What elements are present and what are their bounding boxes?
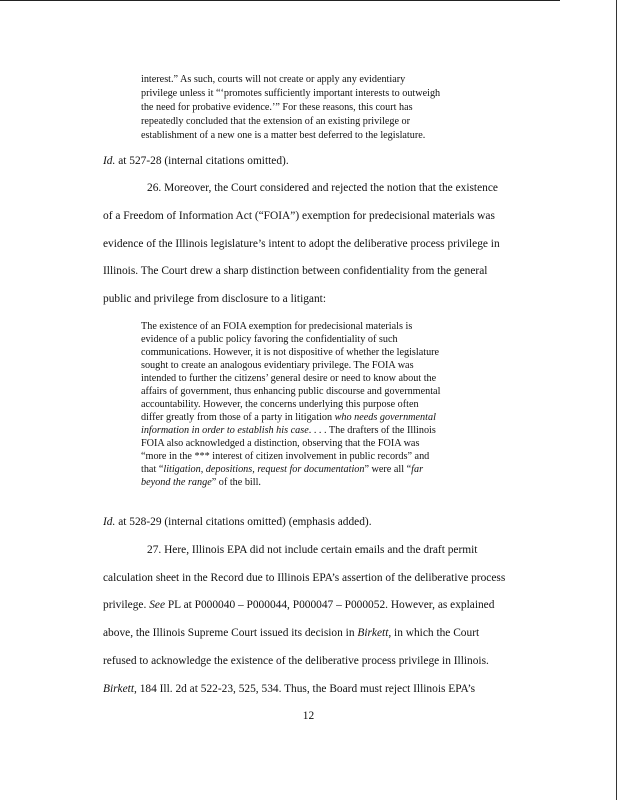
quote-text: that “: [141, 464, 164, 475]
block-quote-2-line: intended to further the citizens’ general desire or need to know about the: [141, 373, 437, 384]
citation-id: Id.: [103, 516, 116, 528]
block-quote-1-line: establishment of a new one is a matter best deferred to the legislature.: [141, 130, 426, 141]
para-27-line: refused to acknowledge the existence of the deliberative process privilege in Illinois.: [103, 655, 489, 667]
para-text: , in which the Court: [388, 627, 480, 639]
block-quote-2-line: [141, 464, 423, 475]
para-27-line: [103, 599, 494, 611]
para-text: privilege.: [103, 599, 150, 611]
para-27-line: 27. Here, Illinois EPA did not include certain emails and the draft permit: [147, 544, 478, 556]
block-quote-1-line: interest.” As such, courts will not create or apply any evidentiary: [141, 74, 406, 85]
block-quote-2-line: evidence of a public policy favoring the confidentiality of such: [141, 334, 398, 345]
citation-1: [103, 155, 289, 167]
citation-text: at 528-29 (internal citations omitted) (emphasis added).: [115, 516, 372, 528]
block-quote-2-line: [141, 425, 436, 436]
block-quote-2-line: affairs of government, thus enhancing public discourse and governmental: [141, 386, 441, 397]
case-name: Birkett: [103, 683, 134, 695]
block-quote-2-line: communications. However, it is not dispositive of whether the legislature: [141, 347, 440, 358]
para-26-line: public and privilege from disclosure to a litigant:: [103, 293, 327, 305]
para-text: , 184 Ill. 2d at 522-23, 525, 534. Thus, the Board must reject Illinois EPA’s: [134, 683, 476, 695]
quote-emphasis: beyond the range: [141, 477, 212, 488]
quote-text: ” of the bill.: [211, 477, 261, 488]
para-27-line: [103, 683, 475, 695]
quote-text: differ greatly from those of a party in litigation: [141, 412, 335, 423]
citation-text: at 527-28 (internal citations omitted).: [115, 155, 289, 167]
quote-text: . . . . The drafters of the Illinois: [308, 425, 436, 436]
para-26-line: of a Freedom of Information Act (“FOIA”) exemption for predecisional materials was: [103, 210, 495, 222]
case-name: Birkett: [357, 627, 389, 639]
citation-2: [103, 516, 372, 528]
quote-text: ” were all “: [364, 464, 412, 475]
para-26-line: evidence of the Illinois legislature’s intent to adopt the deliberative process privilege in: [103, 238, 500, 250]
block-quote-2-line: The existence of an FOIA exemption for predecisional materials is: [141, 321, 413, 332]
block-quote-2-line: “more in the *** interest of citizen involvement in public records” and: [141, 451, 430, 462]
block-quote-2-line: FOIA also acknowledged a distinction, observing that the FOIA was: [141, 438, 420, 449]
quote-emphasis: litigation, depositions, request for documentation: [163, 464, 365, 475]
block-quote-2-line: [141, 412, 436, 423]
quote-emphasis: information in order to establish his case: [141, 425, 309, 436]
para-26-line: 26. Moreover, the Court considered and rejected the notion that the existence: [147, 182, 498, 194]
page-number: 12: [302, 710, 315, 722]
para-text: PL at P000040 – P000044, P000047 – P000052. However, as explained: [165, 599, 495, 611]
block-quote-1-line: privilege unless it “‘promotes sufficiently important interests to outweigh: [141, 88, 441, 99]
block-quote-2-line: sought to create an analogous evidentiary privilege. The FOIA was: [141, 360, 414, 371]
block-quote-1-line: repeatedly concluded that the extension of an existing privilege or: [141, 116, 411, 127]
citation-id: Id.: [103, 155, 116, 167]
quote-emphasis: far: [411, 464, 424, 475]
block-quote-2-line: [141, 477, 261, 488]
para-text: above, the Illinois Supreme Court issued its decision in: [103, 627, 358, 639]
signal-see: See: [149, 599, 165, 611]
scan-top-edge: [0, 0, 560, 1]
para-27-line: calculation sheet in the Record due to Illinois EPA’s assertion of the deliberative process: [103, 572, 506, 584]
para-27-line: [103, 627, 479, 639]
block-quote-1-line: the need for probative evidence.’” For these reasons, this court has: [141, 102, 413, 113]
quote-emphasis: who needs governmental: [334, 412, 436, 423]
para-26-line: Illinois. The Court drew a sharp distinction between confidentiality from the general: [103, 265, 488, 277]
block-quote-2-line: accountability. However, the concerns underlying this purpose often: [141, 399, 419, 410]
